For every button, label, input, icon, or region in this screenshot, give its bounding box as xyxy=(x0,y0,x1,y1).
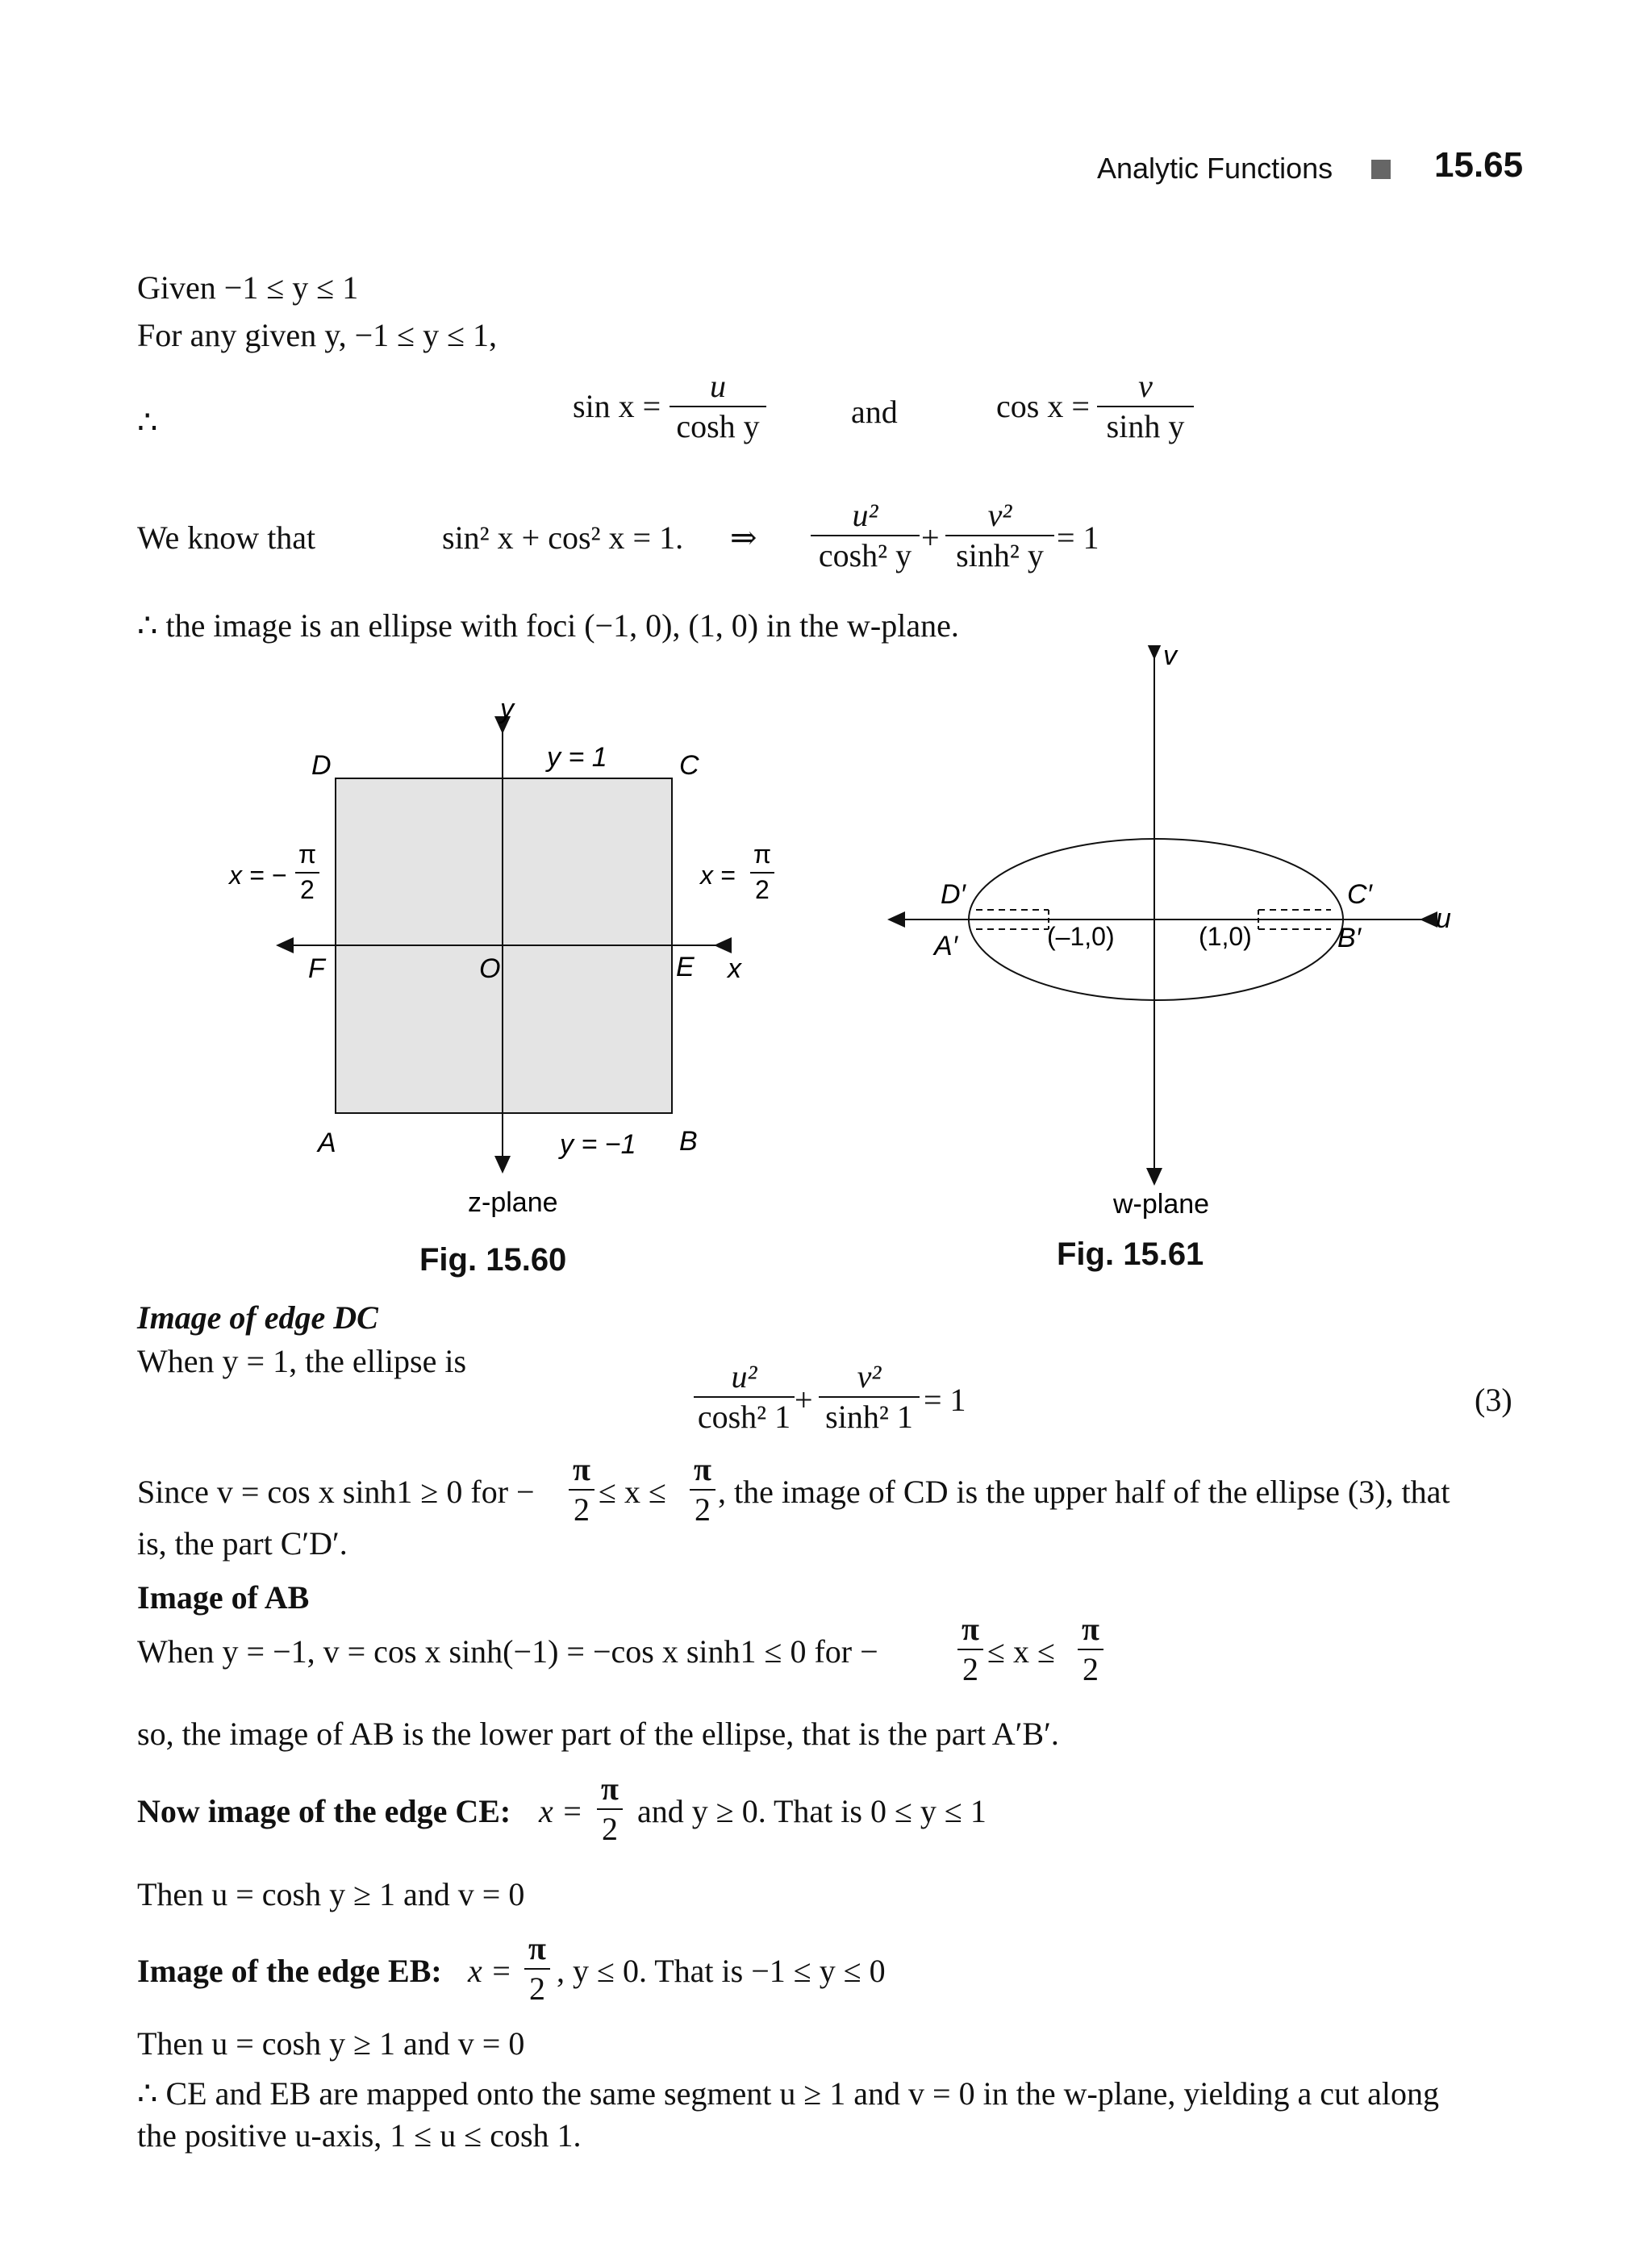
figure-15-60 xyxy=(218,694,815,1234)
ab-so-line: so, the image of AB is the lower part of the ellipse, that is the part A′B′. xyxy=(137,1716,1059,1752)
numerator: u² xyxy=(731,1358,757,1395)
y-axis-label: y xyxy=(500,694,514,724)
eb-x-eq: x = xyxy=(468,1953,512,1989)
label-bottom-edge: y = −1 xyxy=(560,1129,636,1160)
since-text-d: is, the part C′D′. xyxy=(137,1525,348,1562)
and-word: and xyxy=(851,394,898,430)
pi-symbol: π xyxy=(528,1930,546,1966)
focus-left-label: (–1,0) xyxy=(1047,922,1115,951)
pi-over-2 xyxy=(690,1450,715,1529)
denominator: sinh² 1 xyxy=(825,1399,913,1435)
identity-text: sin² x + cos² x = 1. xyxy=(442,519,684,556)
cos-numerator: v xyxy=(1138,368,1153,404)
fig-15-61-caption: Fig. 15.61 xyxy=(1057,1236,1204,1272)
ab-mid: ≤ x ≤ xyxy=(987,1633,1055,1670)
label-left-edge: x = − xyxy=(229,861,287,890)
cos-fraction xyxy=(1097,367,1194,446)
heading-image-ab: Image of AB xyxy=(137,1579,310,1616)
label-A-prime: A′ xyxy=(934,931,958,961)
for-any-line: For any given y, −1 ≤ y ≤ 1, xyxy=(137,317,498,353)
pi-over-2 xyxy=(524,1929,550,2008)
sin-numerator: u xyxy=(710,368,726,404)
pi-symbol: π xyxy=(1082,1611,1099,1647)
figure-15-61 xyxy=(879,645,1476,1226)
therefore-symbol: ∴ xyxy=(137,404,158,440)
label-O: O xyxy=(479,953,501,984)
since-text-c: , the image of CD is the upper half of the ellipse (3), that xyxy=(718,1474,1450,1510)
equals-one: = 1 xyxy=(1057,519,1099,556)
pi-symbol: π xyxy=(601,1770,619,1807)
eb-rest: , y ≤ 0. That is −1 ≤ y ≤ 0 xyxy=(557,1953,886,1989)
pi-symbol: π xyxy=(573,1451,590,1487)
given-line: Given −1 ≤ y ≤ 1 xyxy=(137,269,359,306)
v-axis-label: v xyxy=(1163,645,1177,671)
numerator: v² xyxy=(857,1358,882,1395)
denominator: cosh² 1 xyxy=(697,1399,791,1435)
two-digit: 2 xyxy=(695,1491,711,1528)
we-know-text: We know that xyxy=(137,519,316,556)
label-D: D xyxy=(311,750,332,781)
two-digit: 2 xyxy=(962,1651,978,1687)
fig-15-60-caption: Fig. 15.60 xyxy=(419,1242,567,1278)
two-digit: 2 xyxy=(755,875,770,904)
pi-over-2 xyxy=(1078,1610,1103,1689)
plus-sign: + xyxy=(795,1382,813,1418)
header-square-icon xyxy=(1371,160,1391,179)
sin-denominator: cosh y xyxy=(676,408,760,444)
conclusion-line-1: ∴ CE and EB are mapped onto the same segment u ≥ 1 and v = 0 in the w-plane, yielding a cut along xyxy=(137,2075,1440,2112)
z-plane-label: z-plane xyxy=(468,1187,558,1218)
neg-pi-over-2 xyxy=(957,1610,983,1689)
plus-sign: + xyxy=(921,519,940,556)
denominator: cosh² y xyxy=(818,537,912,573)
label-C-prime: C′ xyxy=(1347,879,1372,910)
dc-when-line: When y = 1, the ellipse is xyxy=(137,1343,467,1379)
w-plane-label: w-plane xyxy=(1113,1189,1210,1220)
dc-fraction-v xyxy=(819,1357,920,1437)
eb-then-line: Then u = cosh y ≥ 1 and v = 0 xyxy=(137,2025,525,2062)
ce-x-eq: x = xyxy=(539,1793,583,1829)
two-digit: 2 xyxy=(574,1491,590,1528)
sin-fraction xyxy=(670,367,766,446)
numerator: v² xyxy=(987,497,1012,533)
denominator: sinh² y xyxy=(956,537,1044,573)
ellipse-fraction-v xyxy=(945,496,1054,575)
numerator: u² xyxy=(852,497,878,533)
ellipse-fraction-u xyxy=(811,496,920,575)
u-axis-label: u xyxy=(1436,903,1451,934)
pi-symbol: π xyxy=(694,1451,711,1487)
pi-symbol: π xyxy=(962,1611,979,1647)
dc-fraction-u xyxy=(694,1357,795,1437)
two-digit: 2 xyxy=(1083,1651,1099,1687)
heading-edge-ce: Now image of the edge CE: xyxy=(137,1793,511,1829)
section-title: Analytic Functions xyxy=(1097,152,1333,185)
cos-lhs: cos x = xyxy=(996,388,1090,424)
two-digit: 2 xyxy=(602,1811,618,1847)
ab-when-line: When y = −1, v = cos x sinh(−1) = −cos x sinh1 ≤ 0 for − xyxy=(137,1633,878,1670)
label-B-prime: B′ xyxy=(1337,923,1362,953)
ce-then-line: Then u = cosh y ≥ 1 and v = 0 xyxy=(137,1876,525,1912)
page-number: 15.65 xyxy=(1434,145,1524,185)
equals-one: = 1 xyxy=(924,1382,966,1418)
pi-over-2 xyxy=(597,1770,623,1849)
label-E: E xyxy=(676,952,695,982)
label-C: C xyxy=(679,750,699,781)
label-top-edge: y = 1 xyxy=(547,742,607,773)
ellipse-statement: ∴ the image is an ellipse with foci (−1, 0), (1, 0) in the w-plane. xyxy=(137,607,959,644)
focus-right-label: (1,0) xyxy=(1199,922,1252,951)
sin-lhs: sin x = xyxy=(573,388,661,424)
two-digit: 2 xyxy=(529,1970,545,2007)
label-A: A xyxy=(318,1128,336,1158)
cos-denominator: sinh y xyxy=(1106,408,1185,444)
pi-symbol: π xyxy=(298,840,317,869)
label-B: B xyxy=(679,1126,698,1157)
since-text-b: ≤ x ≤ xyxy=(599,1474,666,1510)
since-text-a: Since v = cos x sinh1 ≥ 0 for − xyxy=(137,1474,535,1510)
pi-symbol: π xyxy=(753,840,772,869)
label-right-edge: x = xyxy=(700,861,736,890)
neg-pi-over-2 xyxy=(569,1450,594,1529)
equation-number: (3) xyxy=(1475,1382,1512,1418)
conclusion-line-2: the positive u-axis, 1 ≤ u ≤ cosh 1. xyxy=(137,2117,582,2154)
label-F: F xyxy=(308,953,325,984)
heading-edge-dc: Image of edge DC xyxy=(137,1299,378,1336)
implies-symbol: ⇒ xyxy=(730,519,757,556)
two-digit: 2 xyxy=(300,875,315,904)
label-D-prime: D′ xyxy=(941,879,966,910)
x-axis-label: x xyxy=(728,953,741,984)
running-header xyxy=(1097,152,1333,186)
ce-rest: and y ≥ 0. That is 0 ≤ y ≤ 1 xyxy=(637,1793,987,1829)
heading-edge-eb: Image of the edge EB: xyxy=(137,1953,442,1989)
